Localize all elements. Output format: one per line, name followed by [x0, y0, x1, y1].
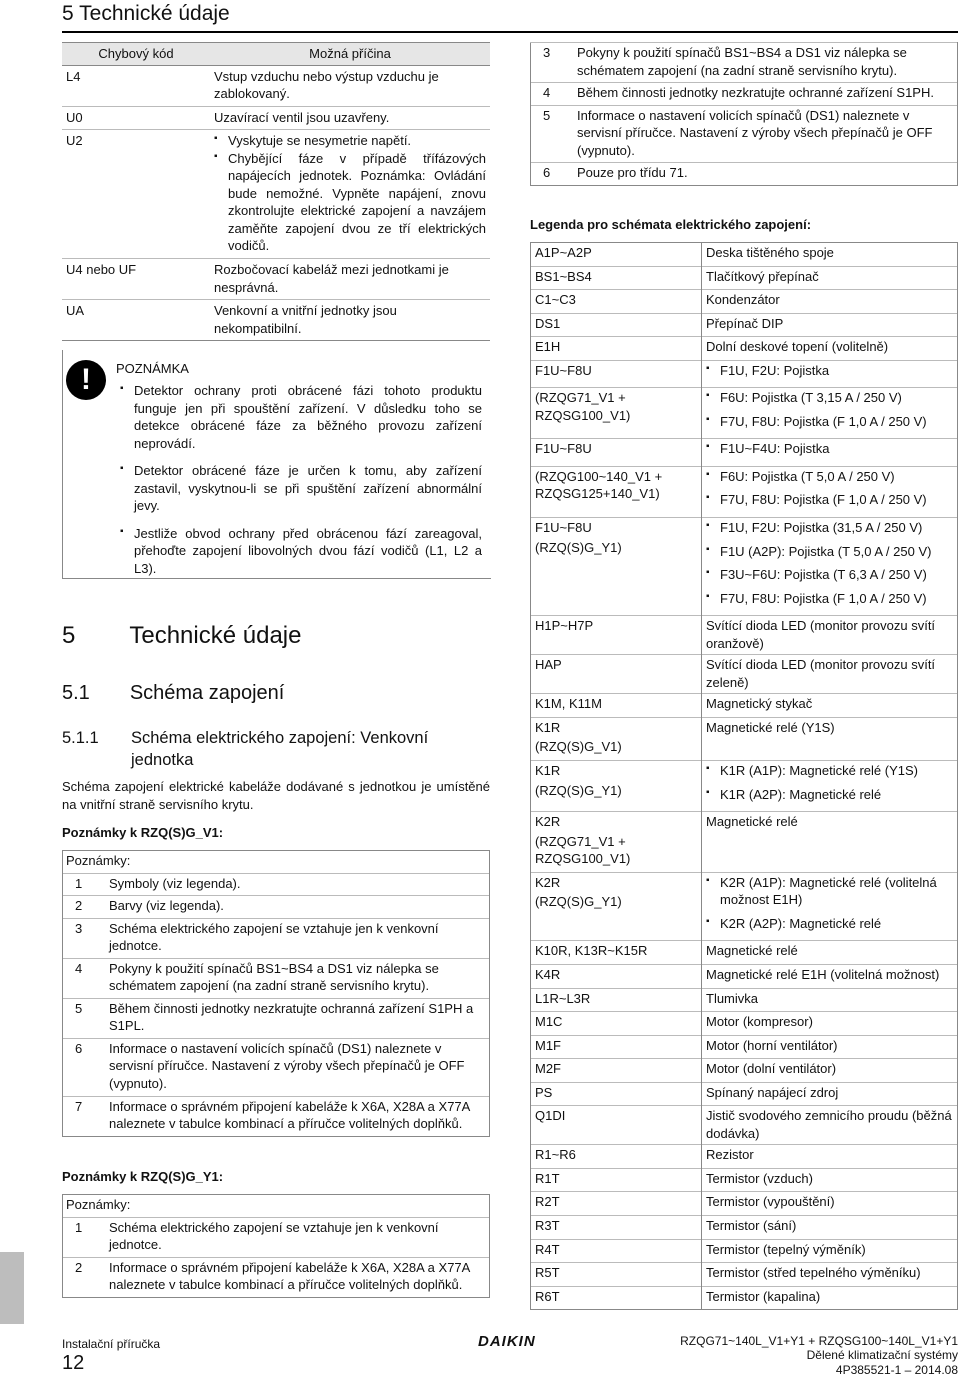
legend-description-text: Termistor (kapalina) [706, 1288, 821, 1304]
legend-symbol [531, 655, 702, 694]
table-row [63, 1257, 490, 1297]
list-item: ▪ Jestliže obvod ochrany před obrácenou fází zareagoval, přehoďte zapojení libovolných dvou fází vodičů (L1, L2 a L3). [120, 525, 482, 578]
table-row [531, 1082, 958, 1106]
legend-description [702, 266, 958, 290]
list-item: ▪ F3U~F6U: Pojistka (T 6,3 A / 250 V) [706, 566, 953, 584]
table-row [531, 1059, 958, 1083]
legend-symbol-text: R3T [535, 1217, 560, 1233]
footer-doc-type: Instalační příručka [62, 1337, 161, 1351]
table-row [531, 83, 958, 106]
table-row [531, 872, 958, 941]
legend-description [702, 466, 958, 517]
legend-description-text: Jistič svodového zemnicího proudu (běžná dodávka) [706, 1108, 952, 1141]
note-text: Pokyny k použití spínačů BS1~BS4 a DS1 viz nálepka se schématem zapojení (na zadní straně servisního krytu). [573, 43, 958, 83]
legend-symbol-text: (RZQ(S)G_Y1) [535, 539, 622, 555]
table-row [63, 1096, 490, 1136]
legend-symbol-text: F1U~F8U [535, 520, 592, 536]
subsection-heading [62, 680, 284, 707]
table-row [63, 918, 490, 958]
legend-description [702, 1035, 958, 1059]
legend-symbol [531, 1106, 702, 1145]
legend-symbol [531, 1286, 702, 1310]
legend-symbol-text: L1R~L3R [535, 990, 591, 1006]
note-text: Schéma elektrického zapojení se vztahuje jen k venkovní jednotce. [105, 918, 490, 958]
note-number: 1 [63, 1217, 106, 1257]
table-row [62, 130, 490, 259]
footer-model: RZQG71~140L_V1+Y1 + RZQSG100~140L_V1+Y1 [680, 1334, 958, 1348]
table-row [63, 1217, 490, 1257]
legend-description [702, 1012, 958, 1036]
legend-symbol [531, 290, 702, 314]
legend-symbol-text: R1T [535, 1170, 560, 1186]
legend-description [702, 812, 958, 873]
legend-description [702, 1082, 958, 1106]
daikin-logo: DAIKIN [478, 1333, 536, 1350]
error-code: U4 nebo UF [62, 259, 210, 300]
legend-symbol [531, 694, 702, 718]
table-row [531, 313, 958, 337]
legend-symbol [531, 388, 702, 439]
legend-description [702, 1215, 958, 1239]
legend-description [702, 717, 958, 760]
legend-description [702, 1192, 958, 1216]
notes-y1-title: Poznámky k RZQ(S)G_Y1: [62, 1169, 224, 1184]
legend-symbol-text: C1~C3 [535, 292, 576, 308]
note-text: Informace o nastavení volicích spínačů (DS1) naleznete v servisní příručce. Nastavení z výroby všech přepínačů je OFF (vypnuto). [105, 1038, 490, 1096]
section-title: Schéma zapojení [129, 682, 285, 704]
table-row [531, 388, 958, 439]
legend-symbol [531, 1035, 702, 1059]
list-item: ▪ Vyskytuje se nesymetrie napětí. [214, 132, 486, 150]
error-code: U2 [62, 130, 210, 259]
note-number: 3 [63, 918, 106, 958]
legend-symbol [531, 761, 702, 812]
legend-symbol-text: M1C [535, 1014, 563, 1030]
table-row [531, 655, 958, 694]
note-text: Informace o správném připojení kabeláže k X6A, X28A a X77A naleznete v tabulce kombinací a příručce volitelných doplňků. [105, 1096, 490, 1136]
table-row [531, 439, 958, 467]
legend-symbol-text: K10R, K13R~K15R [535, 943, 648, 959]
table-row [531, 717, 958, 760]
legend-symbol-text: (RZQG71_V1 + RZQSG100_V1) [535, 390, 631, 423]
note-number: 4 [63, 958, 106, 998]
page-header: 5 Technické údaje [62, 2, 230, 25]
note-text: Informace o správném připojení kabeláže k X6A, X28A a X77A naleznete v tabulce kombinací a příručce volitelných doplňků. [105, 1257, 490, 1297]
table-row [63, 1038, 490, 1096]
legend-symbol [531, 988, 702, 1012]
legend-symbol-text: K1M, K11M [535, 696, 602, 712]
column-header: Chybový kód [62, 43, 210, 66]
legend-symbol [531, 313, 702, 337]
legend-symbol-text: (RZQ(S)G_V1) [535, 739, 622, 755]
note-number: 5 [63, 998, 106, 1038]
note-number: 4 [531, 83, 574, 106]
table-row [531, 761, 958, 812]
legend-description [702, 1059, 958, 1083]
note-number: 5 [531, 105, 574, 163]
list-item: ▪ F7U, F8U: Pojistka (F 1,0 A / 250 V) [706, 590, 953, 608]
error-code: UA [62, 300, 210, 341]
legend-description-text: Svítící dioda LED (monitor provozu svítí oranžově) [706, 618, 936, 651]
legend-symbol-text: R1~R6 [535, 1147, 576, 1163]
legend-description [702, 1168, 958, 1192]
legend-table [530, 242, 958, 1310]
list-item: ▪ F1U~F4U: Pojistka [706, 440, 953, 458]
notes-v1-table [62, 850, 490, 1137]
error-cause: Rozbočovací kabeláž mezi jednotkami je nesprávná. [210, 259, 490, 300]
legend-symbol-text: K2R [535, 874, 561, 890]
subsubsection-title: Schéma elektrického zapojení: Venkovní jednotka [131, 729, 429, 770]
table-row [62, 259, 490, 300]
legend-description [702, 1263, 958, 1287]
legend-symbol-text: R2T [535, 1194, 560, 1210]
list-item: ▪ Detektor ochrany proti obrácené fázi tohoto produktu funguje jen při spouštění zařízení. V důsledku toho se detekce obrácené fáze za běžného provozu zařízení neprovádí. [120, 382, 482, 452]
list-item: ▪ K1R (A1P): Magnetické relé (Y1S) [706, 762, 953, 780]
legend-symbol [531, 717, 702, 760]
legend-description [702, 337, 958, 361]
note-text: Schéma elektrického zapojení se vztahuje jen k venkovní jednotce. [105, 1217, 490, 1257]
table-row [531, 616, 958, 655]
legend-description-text: Magnetické relé [706, 814, 798, 830]
legend-symbol-text: BS1~BS4 [535, 268, 592, 284]
note-text: Informace o nastavení volicích spínačů (DS1) naleznete v servisní příručce. Nastavení z výroby všech přepínačů je OFF (vypnuto). [573, 105, 958, 163]
legend-symbol-text: E1H [535, 339, 561, 355]
legend-symbol-text: (RZQG71_V1 + RZQSG100_V1) [535, 833, 631, 867]
legend-description [702, 616, 958, 655]
legend-description-text: Termistor (vzduch) [706, 1170, 813, 1186]
note-number: 1 [63, 873, 106, 896]
table-row [63, 998, 490, 1038]
legend-description [702, 1286, 958, 1310]
table-row [531, 266, 958, 290]
legend-description [702, 964, 958, 988]
legend-symbol [531, 466, 702, 517]
page-edge-tab [0, 1252, 24, 1324]
legend-symbol [531, 518, 702, 616]
legend-description-text: Dolní deskové topení (volitelně) [706, 339, 889, 355]
table-row [531, 337, 958, 361]
table-row [531, 694, 958, 718]
note-number: 2 [63, 1257, 106, 1297]
table-row [531, 43, 958, 83]
legend-description-text: Magnetický stykač [706, 696, 813, 712]
legend-description [702, 655, 958, 694]
section-title: Technické údaje [129, 622, 302, 649]
table-row [531, 105, 958, 163]
legend-description-text: Termistor (sání) [706, 1217, 797, 1233]
legend-description [702, 872, 958, 941]
table-row [531, 1263, 958, 1287]
legend-symbol [531, 360, 702, 388]
note-title: POZNÁMKA [116, 361, 189, 376]
legend-description-text: Motor (kompresor) [706, 1014, 813, 1030]
table-row [531, 360, 958, 388]
legend-symbol-text: M1F [535, 1037, 561, 1053]
paragraph: Schéma zapojení elektrické kabeláže dodávané s jednotkou je umístěné na vnitřní straně servisního krytu. [62, 779, 490, 812]
legend-symbol [531, 1059, 702, 1083]
legend-title: Legenda pro schémata elektrického zapojení: [530, 217, 812, 232]
list-item: ▪ F1U, F2U: Pojistka [706, 362, 953, 380]
note-number: 6 [63, 1038, 106, 1096]
legend-description-text: Magnetické relé [706, 943, 798, 959]
legend-symbol-text: (RZQG100~140_V1 + RZQSG125+140_V1) [535, 468, 663, 502]
legend-description-text: Termistor (střed tepelného výměníku) [706, 1265, 921, 1281]
table-row [531, 466, 958, 517]
list-item: ▪ F6U: Pojistka (T 5,0 A / 250 V) [706, 468, 953, 486]
legend-description-text: Magnetické relé (Y1S) [706, 719, 835, 735]
table-row [62, 65, 490, 106]
legend-symbol [531, 872, 702, 941]
legend-description [702, 313, 958, 337]
header-rule [62, 31, 958, 33]
footer-code: 4P385521-1 – 2014.08 [835, 1362, 958, 1377]
table-row [62, 106, 490, 130]
error-code: L4 [62, 65, 210, 106]
table-row [531, 812, 958, 873]
list-item: ▪ K1R (A2P): Magnetické relé [706, 786, 953, 804]
note-text: Symboly (viz legenda). [105, 873, 490, 896]
list-item: ▪ F1U (A2P): Pojistka (T 5,0 A / 250 V) [706, 543, 953, 561]
table-row [62, 300, 490, 341]
legend-description-text: Deska tištěného spoje [706, 245, 834, 260]
table-row [531, 290, 958, 314]
legend-symbol-text: (RZQ(S)G_Y1) [535, 782, 622, 798]
legend-description-text: Motor (dolní ventilátor) [706, 1061, 837, 1077]
notes-caption: Poznámky: [63, 851, 490, 874]
note-text: Během činnosti jednotky nezkratujte ochranné zařízení S1PH. [573, 83, 958, 106]
legend-symbol-text: HAP [535, 657, 562, 673]
error-cause: Uzavírací ventil jsou uzavřeny. [210, 106, 490, 130]
section-number: 5.1.1 [62, 729, 99, 747]
table-row [531, 1145, 958, 1169]
table-row [531, 1192, 958, 1216]
list-item: ▪ Chybějící fáze v případě třífázových napájecích jednotek. Poznámka: Ovládání bude nemožné. Vypněte napájení, znovu zkontrolujte elektrické zapojení a navzájem zaměňte zapojení dvou ze tří elektrických vodičů. [214, 150, 486, 255]
legend-description-text: Kondenzátor [706, 292, 780, 308]
legend-description [702, 290, 958, 314]
legend-symbol [531, 812, 702, 873]
legend-description-text: Spínaný napájecí zdroj [706, 1084, 839, 1100]
error-cause: Venkovní a vnitřní jednotky jsou nekompatibilní. [210, 300, 490, 341]
legend-symbol-text: K1R [535, 763, 561, 779]
table-row [63, 896, 490, 919]
legend-description-text: Rezistor [706, 1147, 754, 1163]
legend-symbol [531, 616, 702, 655]
legend-description [702, 360, 958, 388]
list-item: ▪ F7U, F8U: Pojistka (F 1,0 A / 250 V) [706, 491, 953, 509]
table-row [63, 873, 490, 896]
legend-description-text: Motor (horní ventilátor) [706, 1037, 838, 1053]
notes-v1-continuation [530, 42, 958, 186]
legend-symbol [531, 266, 702, 290]
legend-symbol-text: PS [535, 1084, 553, 1100]
table-row [531, 1012, 958, 1036]
legend-description [702, 941, 958, 965]
list-item: ▪ F6U: Pojistka (T 3,15 A / 250 V) [706, 389, 953, 407]
note-text: Barvy (viz legenda). [105, 896, 490, 919]
list-item: ▪ K2R (A2P): Magnetické relé [706, 915, 953, 933]
list-item: ▪ F1U, F2U: Pojistka (31,5 A / 250 V) [706, 519, 953, 537]
note-number: 3 [531, 43, 574, 83]
legend-symbol [531, 1168, 702, 1192]
legend-symbol [531, 1012, 702, 1036]
section-number: 5.1 [62, 682, 90, 704]
legend-symbol-text: M2F [535, 1061, 561, 1077]
legend-symbol-text: R5T [535, 1265, 560, 1281]
legend-description-text: Magnetické relé E1H (volitelná možnost) [706, 966, 940, 982]
legend-symbol [531, 1239, 702, 1263]
legend-description-text: Svítící dioda LED (monitor provozu svítí zeleně) [706, 657, 936, 690]
legend-symbol [531, 941, 702, 965]
table-row [531, 1215, 958, 1239]
note-list [120, 382, 482, 587]
notes-caption: Poznámky: [63, 1195, 490, 1218]
legend-description-text: Tlačítkový přepínač [706, 268, 819, 284]
legend-description [702, 1145, 958, 1169]
legend-description-text: Přepínač DIP [706, 315, 784, 331]
page-number: 12 [62, 1352, 85, 1374]
legend-symbol-text: A1P~A2P [535, 245, 592, 260]
note-number: 7 [63, 1096, 106, 1136]
legend-symbol-text: K4R [535, 966, 561, 982]
legend-symbol-text: K1R [535, 719, 561, 735]
column-header: Možná příčina [210, 43, 490, 66]
legend-description [702, 439, 958, 467]
note-text: Během činnosti jednotky nezkratujte ochranná zařízení S1PH a S1PL. [105, 998, 490, 1038]
table-row [531, 988, 958, 1012]
table-row [531, 1239, 958, 1263]
note-number: 6 [531, 163, 574, 186]
legend-symbol-text: (RZQ(S)G_Y1) [535, 894, 622, 910]
legend-symbol-text: R6T [535, 1288, 560, 1304]
legend-symbol-text: DS1 [535, 315, 561, 331]
exclamation-icon: ! [66, 360, 106, 400]
section-number: 5 [62, 622, 76, 649]
legend-description [702, 243, 958, 267]
legend-description [702, 1106, 958, 1145]
legend-symbol [531, 1263, 702, 1287]
legend-description-text: Tlumivka [706, 990, 759, 1006]
table-row [531, 243, 958, 267]
legend-description [702, 694, 958, 718]
table-row [531, 1035, 958, 1059]
legend-description [702, 761, 958, 812]
legend-description-text: Termistor (vypouštění) [706, 1194, 835, 1210]
error-code-table [62, 42, 490, 341]
notes-v1-title: Poznámky k RZQ(S)G_V1: [62, 825, 224, 840]
legend-symbol [531, 243, 702, 267]
legend-symbol [531, 439, 702, 467]
legend-symbol-text: F1U~F8U [535, 362, 592, 378]
legend-description [702, 1239, 958, 1263]
legend-symbol-text: K2R [535, 814, 561, 830]
error-code: U0 [62, 106, 210, 130]
notes-y1-table [62, 1194, 490, 1298]
list-item: ▪ K2R (A1P): Magnetické relé (volitelná možnost E1H) [706, 874, 953, 909]
legend-symbol-text: H1P~H7P [535, 618, 594, 634]
legend-symbol [531, 1145, 702, 1169]
section-heading [62, 620, 301, 652]
table-row [63, 958, 490, 998]
legend-description-text: Termistor (tepelný výměník) [706, 1241, 866, 1257]
table-row [531, 964, 958, 988]
footer-system: Dělené klimatizační systémy [806, 1348, 958, 1363]
error-cause [210, 130, 490, 259]
legend-description [702, 388, 958, 439]
table-row [531, 1286, 958, 1310]
legend-description [702, 988, 958, 1012]
legend-description [702, 518, 958, 616]
table-row [531, 1168, 958, 1192]
legend-symbol [531, 337, 702, 361]
note-number: 2 [63, 896, 106, 919]
legend-symbol [531, 1192, 702, 1216]
note-text: Pouze pro třídu 71. [573, 163, 958, 186]
table-row [531, 1106, 958, 1145]
legend-symbol-text: R4T [535, 1241, 560, 1257]
list-item: ▪ F7U, F8U: Pojistka (F 1,0 A / 250 V) [706, 413, 953, 431]
note-text: Pokyny k použití spínačů BS1~BS4 a DS1 viz nálepka se schématem zapojení (na zadní straně servisního krytu). [105, 958, 490, 998]
legend-symbol-text: F1U~F8U [535, 441, 592, 457]
legend-symbol-text: Q1DI [535, 1108, 566, 1124]
legend-symbol [531, 1082, 702, 1106]
table-row [531, 518, 958, 616]
footer-model-info [680, 1334, 958, 1377]
legend-symbol [531, 1215, 702, 1239]
table-row [531, 163, 958, 186]
error-cause: Vstup vzduchu nebo výstup vzduchu je zablokovaný. [210, 65, 490, 106]
list-item: ▪ Detektor obrácené fáze je určen k tomu, aby zařízení zastavil, vyskytnou-li se při spuštění zařízení abnormální jevy. [120, 462, 482, 515]
legend-symbol [531, 964, 702, 988]
table-row [531, 941, 958, 965]
